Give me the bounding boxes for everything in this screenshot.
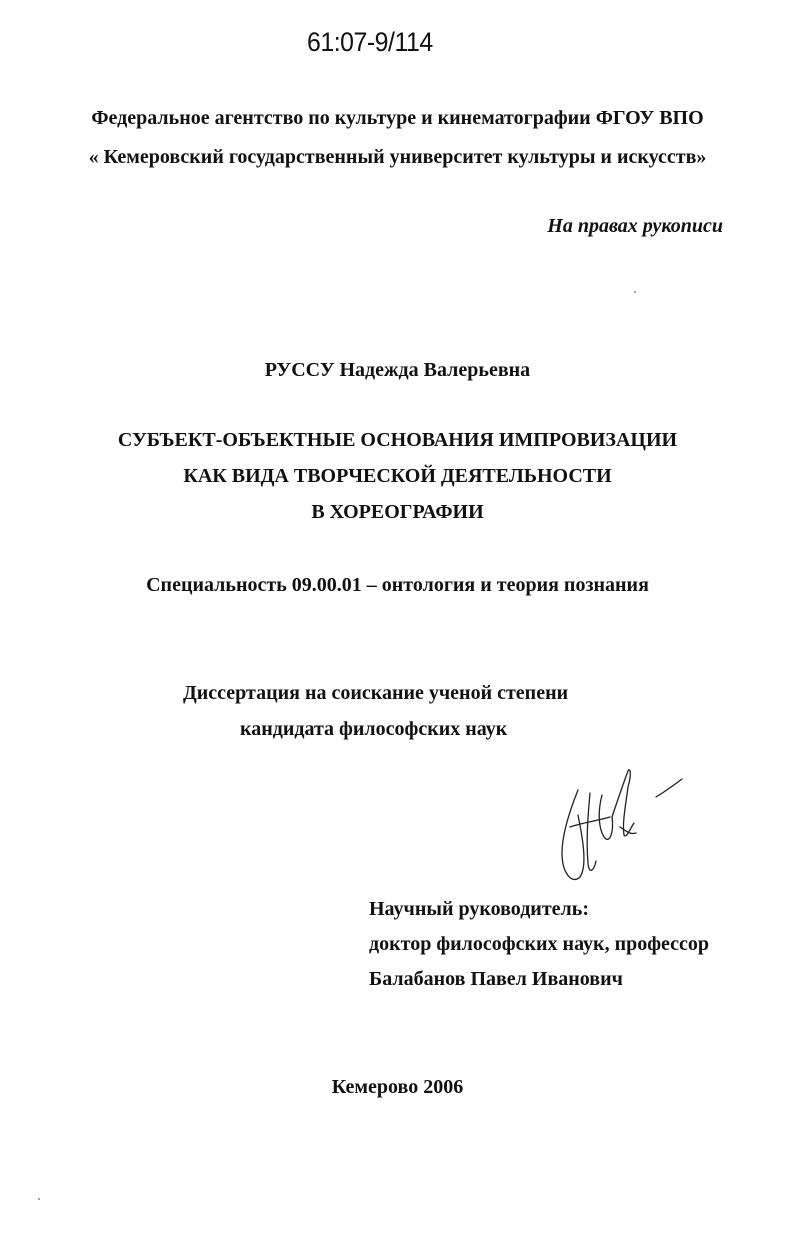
title-line-2: КАК ВИДА ТВОРЧЕСКОЙ ДЕЯТЕЛЬНОСТИ <box>183 465 612 487</box>
city-year: Кемерово 2006 <box>331 1076 464 1098</box>
manuscript-note: На правах рукописи <box>547 215 723 237</box>
archive-stamp-number: 61:07-9/114 <box>307 27 433 57</box>
handwritten-signature <box>548 765 693 890</box>
supervisor-name: Балабанов Павел Иванович <box>369 968 623 990</box>
dissertation-line-2: кандидата философских наук <box>240 718 508 740</box>
author-name: РУССУ Надежда Валерьевна <box>264 359 531 381</box>
title-line-1: СУБЪЕКТ-ОБЪЕКТНЫЕ ОСНОВАНИЯ ИМПРОВИЗАЦИИ <box>117 429 678 451</box>
university-line: « Кемеровский государственный университет культуры и искусств» <box>88 146 707 168</box>
specialty-line: Специальность 09.00.01 – онтология и теория познания <box>146 574 649 596</box>
supervisor-label: Научный руководитель: <box>369 898 589 920</box>
agency-line: Федеральное агентство по культуре и кинематографии ФГОУ ВПО <box>91 107 704 129</box>
title-line-3: В ХОРЕОГРАФИИ <box>311 501 484 523</box>
scan-speck <box>634 291 636 293</box>
scan-speck <box>38 1198 40 1200</box>
supervisor-degree: доктор философских наук, профессор <box>369 933 710 955</box>
dissertation-line-1: Диссертация на соискание ученой степени <box>183 682 569 704</box>
